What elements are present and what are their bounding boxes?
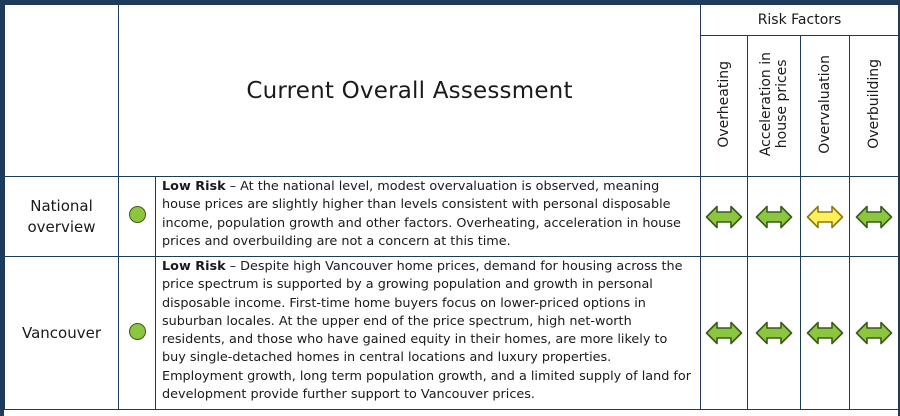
assessment-description xyxy=(156,177,701,257)
indicator-acceleration xyxy=(748,177,801,257)
indicator-overbuilding xyxy=(850,177,899,257)
assessment-table xyxy=(4,4,899,410)
double-arrow-icon xyxy=(755,323,793,342)
header-row-top xyxy=(5,5,899,36)
indicator-overvaluation xyxy=(801,177,850,257)
indicator-overbuilding xyxy=(850,257,899,410)
double-arrow-icon xyxy=(705,206,743,225)
factor-label-overvaluation: Overvaluation xyxy=(817,54,833,154)
factor-label-acceleration: Acceleration in house prices xyxy=(758,51,790,157)
factor-label-overbuilding: Overbuilding xyxy=(866,59,882,149)
factor-label-overheating: Overheating xyxy=(716,60,732,148)
description-text: – Despite high Vancouver home prices, demand for housing across the price spectrum is supported by a growing population and growth in personal disposable income. First-time home buyers focus on lower-priced options in suburban locales. At the upper end of the price spectrum, high net-worth residents, and those who have gained equity in their homes, are more likely to buy single-detached homes in central locations and luxury properties. Employment growth, long term population growth, and a limited supply of land for development provide further support to Vancouver prices. xyxy=(162,259,691,403)
factor-header-acceleration xyxy=(748,36,801,177)
risk-level-dot xyxy=(129,206,146,223)
indicator-overvaluation xyxy=(801,257,850,410)
double-arrow-icon xyxy=(855,323,893,342)
factor-header-overheating xyxy=(701,36,748,177)
risk-dot-cell xyxy=(119,177,156,257)
assessment-title: Current Overall Assessment xyxy=(246,77,573,104)
factor-header-overbuilding xyxy=(850,36,899,177)
assessment-description xyxy=(156,257,701,410)
factor-header-overvaluation xyxy=(801,36,850,177)
region-national: National overview xyxy=(5,177,119,257)
double-arrow-icon xyxy=(806,323,844,342)
region-header-cell xyxy=(5,5,119,177)
risk-label: Low Risk xyxy=(162,179,226,194)
indicator-overheating xyxy=(701,257,748,410)
risk-label: Low Risk xyxy=(162,259,226,274)
region-vancouver: Vancouver xyxy=(5,257,119,410)
risk-factors-title: Risk Factors xyxy=(757,12,842,28)
assessment-header xyxy=(119,5,701,177)
double-arrow-icon xyxy=(705,323,743,342)
risk-dot-cell xyxy=(119,257,156,410)
description-text: – At the national level, modest overvaluation is observed, meaning house prices are slightly higher than levels consistent with personal disposable income, population growth and other factors. Overheating, acceleration in house prices and overbuilding are not a concern at this time. xyxy=(162,179,681,249)
risk-level-dot xyxy=(129,323,146,340)
double-arrow-icon xyxy=(755,206,793,225)
double-arrow-icon xyxy=(855,206,893,225)
row-national xyxy=(5,177,899,257)
double-arrow-icon xyxy=(806,206,844,225)
indicator-overheating xyxy=(701,177,748,257)
risk-factors-header xyxy=(701,5,899,36)
row-vancouver xyxy=(5,257,899,410)
indicator-acceleration xyxy=(748,257,801,410)
